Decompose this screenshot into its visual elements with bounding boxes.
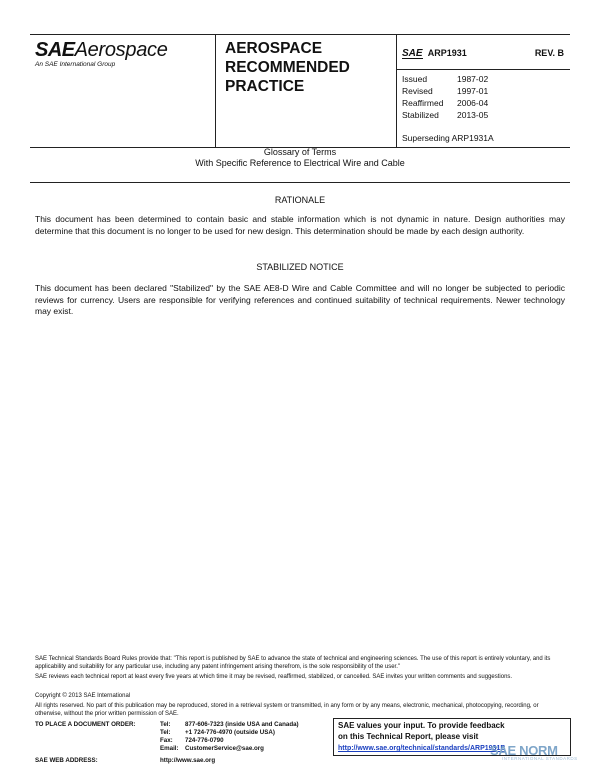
- contact-value: 724-776-0790: [185, 737, 224, 744]
- date-row-stabilized: [402, 109, 522, 121]
- contact-key: Tel:: [160, 721, 171, 728]
- subject-line-2: With Specific Reference to Electrical Wire and Cable: [195, 158, 405, 168]
- document-type-title: AEROSPACE RECOMMENDED PRACTICE: [225, 40, 350, 95]
- title-cell: [216, 35, 397, 147]
- date-value: 2013-05: [457, 110, 489, 120]
- web-address-row: [35, 757, 325, 764]
- contact-row: [35, 745, 325, 753]
- date-value: 1997-01: [457, 86, 489, 96]
- web-address-link[interactable]: http://www.sae.org: [160, 757, 216, 764]
- sae-norm-watermark: [490, 742, 578, 761]
- revision-label: REV. B: [534, 48, 564, 58]
- order-label: TO PLACE A DOCUMENT ORDER:: [35, 721, 136, 728]
- logo-cell: [30, 35, 216, 147]
- date-row-reaffirmed: [402, 97, 522, 109]
- date-row-revised: [402, 85, 522, 97]
- watermark-subtext: INTERNATIONAL STANDARDS: [502, 756, 578, 761]
- logo-brand: SAE: [35, 39, 75, 61]
- contact-value: 877-606-7323 (inside USA and Canada): [185, 721, 299, 728]
- rationale-heading: RATIONALE: [274, 195, 326, 205]
- contact-row: [35, 729, 325, 737]
- stabilized-notice-text: This document has been declared "Stabilized" by the SAE AE8-D Wire and Cable Committee and will no longer be subjected to periodic reviews for currency. Users are responsible for verifying references and continued suitability of technical requirements. Newer technology may exist.: [35, 283, 565, 316]
- web-label: SAE WEB ADDRESS:: [35, 757, 98, 764]
- stabilized-notice-heading: STABILIZED NOTICE: [256, 262, 344, 272]
- subject-line-1: Glossary of Terms: [263, 147, 337, 157]
- rights-text: All rights reserved. No part of this publication may be reproduced, stored in a retrieval system or transmitted, in any form or by any means, electronic, mechanical, photocopying, recording, or otherwise, without the prior written permission of SAE.: [35, 703, 539, 717]
- logo-tagline: An SAE International Group: [35, 61, 116, 68]
- feedback-line-1: SAE values your input. To provide feedback: [338, 721, 505, 730]
- contact-email[interactable]: CustomerService@sae.org: [185, 745, 264, 752]
- date-value: 2006-04: [457, 98, 489, 108]
- feedback-url-link[interactable]: http://www.sae.org/technical/standards/ARP1931B: [338, 745, 506, 752]
- sae-aerospace-logo: [35, 39, 168, 62]
- document-header: [30, 34, 570, 148]
- watermark-text: SAE NORM: [490, 743, 558, 758]
- review-policy-text: SAE reviews each technical report at least every five years at which time it may be revised, reaffirmed, stabilized, or cancelled. SAE invites your written comments and suggestions.: [35, 674, 513, 680]
- contact-row: [35, 721, 325, 729]
- contact-key: Tel:: [160, 729, 171, 736]
- dates-list: [402, 73, 522, 121]
- date-label: Issued: [402, 74, 428, 84]
- logo-name: Aerospace: [74, 39, 168, 61]
- date-label: Revised: [402, 86, 433, 96]
- divider: [397, 69, 570, 70]
- contact-value: +1 724-776-4970 (outside USA): [185, 729, 275, 736]
- order-contacts: [35, 721, 325, 753]
- date-label: Stabilized: [402, 110, 439, 120]
- date-value: 1987-02: [457, 74, 489, 84]
- superseding-note: Superseding ARP1931A: [402, 133, 494, 143]
- info-cell: [397, 35, 570, 147]
- document-number-row: [402, 48, 564, 59]
- divider: [30, 182, 570, 183]
- document-number: ARP1931: [427, 48, 467, 58]
- date-label: Reaffirmed: [402, 98, 444, 108]
- copyright-text: Copyright © 2013 SAE International: [35, 693, 131, 699]
- sae-mark-icon: SAE: [402, 48, 423, 59]
- document-subject: [30, 147, 570, 169]
- date-row-issued: [402, 73, 522, 85]
- board-rules-text: SAE Technical Standards Board Rules provide that: "This report is published by SAE to advance the state of technical and engineering sciences. The use of this report is entirely voluntary, and its applicability and suitability for any particular use, including any patent infringement arising therefrom, is the sole responsibility of the user.": [35, 656, 551, 670]
- contact-key: Fax:: [160, 737, 173, 744]
- rationale-text: This document has been determined to contain basic and stable information which is not dynamic in nature. Design authorities may determine that this document is no longer to be used for new design. This determination should be made by each design authority.: [35, 214, 565, 236]
- contact-row: [35, 737, 325, 745]
- contact-key: Email:: [160, 745, 179, 752]
- feedback-line-2: on this Technical Report, please visit: [338, 732, 479, 741]
